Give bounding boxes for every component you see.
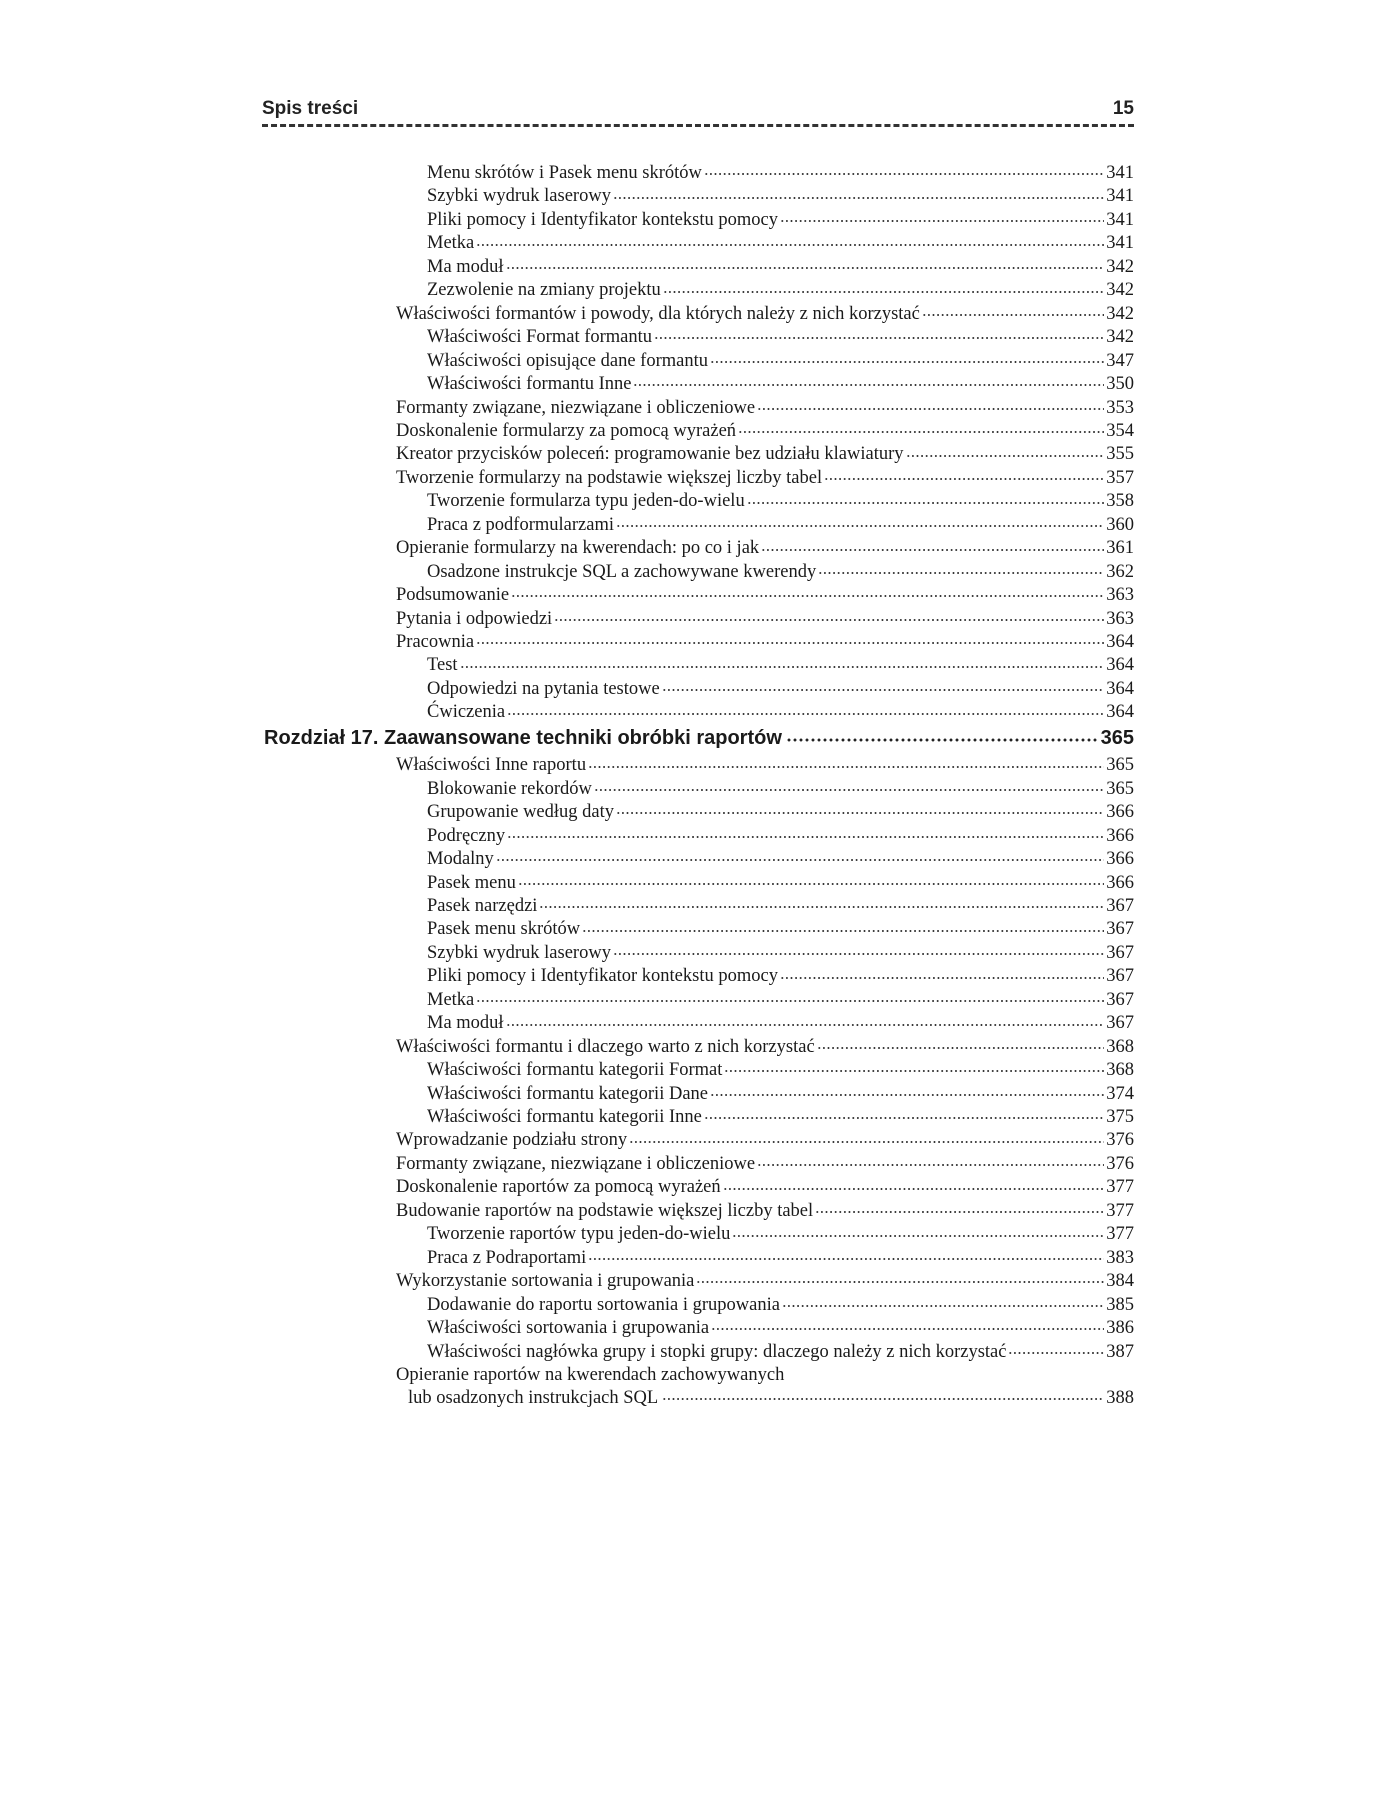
toc-entry-title: Właściwości nagłówka grupy i stopki grupy: dlaczego należy z nich korzystać — [427, 1341, 1007, 1362]
toc-entry-page: 353 — [1106, 397, 1134, 418]
toc-entry-title: Kreator przycisków poleceń: programowanie bez udziału klawiatury — [396, 444, 904, 465]
dot-leader — [633, 373, 1104, 389]
toc-entry — [427, 654, 1134, 677]
dot-leader — [496, 848, 1104, 864]
dot-leader — [710, 1083, 1104, 1099]
dot-leader — [476, 989, 1104, 1005]
toc-entry — [396, 631, 1134, 654]
toc-entry-page: 341 — [1106, 209, 1134, 230]
toc-entry-title: Podsumowanie — [396, 585, 510, 606]
toc-entry — [427, 279, 1134, 302]
dot-leader — [704, 1106, 1104, 1122]
dot-leader — [786, 726, 1097, 744]
toc-entry — [427, 1223, 1134, 1246]
toc-entry-title: Pasek menu skrótów — [427, 919, 581, 940]
toc-entry — [427, 1247, 1134, 1270]
toc-entry-title: Zezwolenie na zmiany projektu — [427, 280, 661, 301]
toc-entry — [396, 303, 1134, 326]
toc-entry — [427, 895, 1134, 918]
toc-entry — [396, 467, 1134, 490]
toc-entry — [427, 1083, 1134, 1106]
toc-entry-page: 363 — [1106, 585, 1134, 606]
dot-leader — [460, 654, 1105, 670]
dot-leader — [539, 895, 1104, 911]
dot-leader — [1008, 1341, 1104, 1357]
toc-entry-title: Tworzenie raportów typu jeden-do-wielu — [427, 1224, 731, 1245]
dot-leader — [511, 584, 1104, 600]
toc-entry-title: Właściwości sortowania i grupowania — [427, 1318, 710, 1339]
dot-leader — [616, 514, 1104, 530]
toc-entry — [427, 1341, 1134, 1364]
toc-entry-title: Właściwości Inne raportu — [396, 755, 587, 776]
chapter-page: 365 — [1100, 726, 1134, 749]
dot-leader — [747, 490, 1105, 506]
dot-leader — [824, 467, 1104, 483]
toc-entry-page: 350 — [1106, 374, 1134, 395]
toc-entry-page: 360 — [1106, 514, 1134, 535]
toc-entry-page: 364 — [1106, 655, 1134, 676]
dot-leader — [554, 608, 1104, 624]
toc-entry — [396, 420, 1134, 443]
toc-entry-title: Pytania i odpowiedzi — [396, 608, 553, 629]
toc-entry-title: Wykorzystanie sortowania i grupowania — [396, 1271, 695, 1292]
toc-entry — [427, 373, 1134, 396]
toc-entry-title: Grupowanie według daty — [427, 802, 615, 823]
dot-leader — [696, 1270, 1104, 1286]
toc-entry — [427, 989, 1134, 1012]
toc-entry — [427, 1012, 1134, 1035]
toc-entry-continuation — [396, 1387, 1134, 1410]
toc-entry-page: 355 — [1106, 444, 1134, 465]
toc-entry-page: 376 — [1106, 1130, 1134, 1151]
toc-entry-title: Pliki pomocy i Identyfikator kontekstu pomocy — [427, 209, 778, 230]
toc-entry-page: 375 — [1106, 1107, 1134, 1127]
toc-entry-page: 341 — [1106, 233, 1134, 254]
dot-leader — [507, 701, 1104, 717]
dot-leader — [476, 232, 1104, 248]
toc-entry — [427, 678, 1134, 701]
toc-entry — [427, 490, 1134, 513]
toc-entry-page: 367 — [1106, 1013, 1134, 1034]
dot-leader — [724, 1059, 1104, 1075]
toc-entry-page: 377 — [1106, 1200, 1134, 1221]
toc-entry-title: Formanty związane, niezwiązane i obliczeniowe — [396, 1153, 756, 1174]
toc-entry-page: 377 — [1106, 1177, 1134, 1198]
dot-leader — [711, 1317, 1104, 1333]
toc-entry-title: Tworzenie formularzy na podstawie większej liczby tabel — [396, 467, 823, 488]
toc-entry — [427, 561, 1134, 584]
dot-leader — [757, 1153, 1104, 1169]
toc-entry-page: 364 — [1106, 678, 1134, 699]
toc-entry-page: 367 — [1106, 966, 1134, 987]
toc-entry — [427, 942, 1134, 965]
toc-entry-title: Szybki wydruk laserowy — [427, 186, 611, 207]
toc-entry-title: Właściwości formantu kategorii Dane — [427, 1083, 708, 1104]
toc-entry-page: 363 — [1106, 608, 1134, 629]
dot-leader — [629, 1129, 1104, 1145]
toc-entry-title: Modalny — [427, 849, 494, 870]
page-number: 15 — [1112, 98, 1134, 119]
toc-entry-title: Metka — [427, 989, 475, 1010]
toc-entry — [427, 918, 1134, 941]
dot-leader — [588, 754, 1104, 770]
dot-leader — [723, 1176, 1105, 1192]
page-header — [262, 96, 1134, 120]
toc-entry-page: 366 — [1106, 825, 1134, 846]
toc-entry-page: 347 — [1106, 350, 1134, 371]
toc-entry-page: 357 — [1106, 467, 1134, 488]
toc-entry-page: 341 — [1106, 186, 1134, 207]
toc-entry — [427, 965, 1134, 988]
toc-entry-page: 361 — [1106, 538, 1134, 559]
dot-leader — [613, 185, 1104, 201]
dot-leader — [588, 1247, 1104, 1263]
toc-entry-page: 383 — [1106, 1247, 1134, 1268]
dot-leader — [507, 825, 1104, 841]
toc-entry-title: Praca z podformularzami — [427, 514, 614, 535]
toc-entry-title: Opieranie formularzy na kwerendach: po co i jak — [396, 538, 760, 559]
toc-entry — [427, 848, 1134, 871]
toc-entry — [396, 1270, 1134, 1293]
toc-entry-title: Pasek narzędzi — [427, 895, 538, 916]
toc-entry-page: 368 — [1106, 1036, 1134, 1057]
toc-entry-title: Właściwości Format formantu — [427, 327, 653, 348]
toc-entry-page: 342 — [1106, 256, 1134, 277]
toc-entry-page: 342 — [1106, 303, 1134, 324]
toc-entry-title: Test — [427, 655, 458, 676]
toc-entry-page: 367 — [1106, 919, 1134, 940]
toc-entry — [427, 1106, 1134, 1129]
chapter-heading — [264, 726, 1134, 752]
toc-entry-page: 367 — [1106, 895, 1134, 916]
toc-entry-page: 364 — [1106, 632, 1134, 652]
dot-leader — [582, 918, 1104, 934]
dot-leader — [662, 678, 1105, 694]
toc-entry-page: 376 — [1106, 1153, 1134, 1174]
toc-entry-title: Osadzone instrukcje SQL a zachowywane kwerendy — [427, 561, 817, 582]
toc-entry-title: Pasek menu — [427, 872, 516, 893]
toc-entry — [396, 397, 1134, 420]
dot-leader — [662, 1387, 1102, 1403]
toc-entry-title: Właściwości formantów i powody, dla których należy z nich korzystać — [396, 303, 920, 324]
chapter-title: Rozdział 17. Zaawansowane techniki obróbki raportów — [264, 726, 782, 749]
toc-entry-page: 387 — [1106, 1341, 1134, 1362]
toc-entry-title: Właściwości formantu Inne — [427, 374, 632, 395]
toc-entry-page: 374 — [1106, 1083, 1134, 1104]
dot-leader — [613, 942, 1104, 958]
toc-entry-page: 362 — [1106, 561, 1134, 582]
toc-entry-title: Pracownia — [396, 632, 475, 652]
toc-entry-title: Dodawanie do raportu sortowania i grupowania — [427, 1294, 780, 1315]
dot-leader — [616, 801, 1104, 817]
toc-entry-title: Ma moduł — [427, 256, 504, 277]
dot-leader — [922, 303, 1104, 319]
dot-leader — [780, 209, 1104, 225]
toc-entry-title: Ma moduł — [427, 1013, 504, 1034]
dot-leader — [818, 561, 1104, 577]
dot-leader — [815, 1200, 1104, 1216]
dot-leader — [732, 1223, 1104, 1239]
toc-entry — [427, 778, 1134, 801]
toc-entry — [427, 162, 1134, 185]
toc-entry-page: 388 — [1106, 1387, 1134, 1408]
toc-entry-title: Opieranie raportów na kwerendach zachowywanych — [396, 1364, 785, 1385]
dot-leader — [506, 256, 1105, 272]
toc-entry-page: 366 — [1106, 849, 1134, 870]
running-title: Spis treści — [262, 98, 359, 119]
toc-entry-title: Metka — [427, 233, 475, 254]
toc-entry-page: 366 — [1106, 802, 1134, 823]
toc-entry-page: 365 — [1106, 755, 1134, 776]
toc-entry-title: Budowanie raportów na podstawie większej liczby tabel — [396, 1200, 814, 1221]
toc-entry — [396, 1200, 1134, 1223]
toc-entry-title: Właściwości formantu kategorii Inne — [427, 1107, 702, 1127]
toc-entry-title: Doskonalenie formularzy za pomocą wyrażeń — [396, 420, 737, 441]
toc-entry-page: 341 — [1106, 163, 1134, 183]
toc-entry-title: Menu skrótów i Pasek menu skrótów — [427, 163, 702, 183]
toc-entry — [396, 608, 1134, 631]
toc-entry — [427, 185, 1134, 208]
toc-entry — [427, 701, 1134, 724]
toc-entry — [427, 232, 1134, 255]
toc-entry-title: Właściwości opisujące dane formantu — [427, 350, 708, 371]
toc-entry — [427, 350, 1134, 373]
dot-leader — [476, 631, 1104, 647]
toc-entry-page: 342 — [1106, 280, 1134, 301]
toc-entry — [396, 443, 1134, 466]
dot-leader — [594, 778, 1104, 794]
toc-entry-title-continued: lub osadzonych instrukcjach SQL — [408, 1387, 659, 1408]
toc-entry — [396, 584, 1134, 607]
dot-leader — [506, 1012, 1105, 1028]
toc-entry — [396, 1153, 1134, 1176]
dot-leader — [761, 537, 1104, 553]
toc-entry — [396, 537, 1134, 560]
toc-entry-page: 367 — [1106, 989, 1134, 1010]
toc-entry-title: Szybki wydruk laserowy — [427, 942, 611, 963]
dot-leader — [710, 350, 1104, 366]
toc-entry-title: Blokowanie rekordów — [427, 778, 592, 799]
toc-entry — [427, 1317, 1134, 1340]
toc-entry-title: Pliki pomocy i Identyfikator kontekstu pomocy — [427, 966, 778, 987]
toc-entry — [427, 256, 1134, 279]
toc-entry-page: 384 — [1106, 1271, 1134, 1292]
toc-entry-title: Wprowadzanie podziału strony — [396, 1130, 628, 1151]
toc-entry — [427, 1059, 1134, 1082]
toc-entry-page: 366 — [1106, 872, 1134, 893]
toc-entry — [427, 514, 1134, 537]
dot-leader — [663, 279, 1105, 295]
toc-entry — [396, 1364, 1134, 1410]
toc-entry-title: Doskonalenie raportów za pomocą wyrażeń — [396, 1177, 721, 1198]
toc-entry-page: 368 — [1106, 1060, 1134, 1081]
dot-leader — [817, 1036, 1105, 1052]
toc-entry-title: Praca z Podraportami — [427, 1247, 587, 1268]
dot-leader — [518, 872, 1104, 888]
toc-entry-page: 367 — [1106, 942, 1134, 963]
toc-entry-page: 386 — [1106, 1318, 1134, 1339]
toc-entry-title: Ćwiczenia — [427, 702, 506, 723]
dot-leader — [780, 965, 1104, 981]
toc-entry — [396, 1129, 1134, 1152]
toc-entry — [427, 1294, 1134, 1317]
toc-entry — [427, 326, 1134, 349]
toc-entry — [396, 1036, 1134, 1059]
dot-leader — [906, 443, 1105, 459]
toc-entry — [427, 872, 1134, 895]
toc-entry — [396, 1176, 1134, 1199]
toc-entry-page: 358 — [1106, 491, 1134, 512]
toc-entry — [427, 825, 1134, 848]
toc-entry-page: 342 — [1106, 327, 1134, 348]
dot-leader — [757, 397, 1104, 413]
toc-entry-title: Tworzenie formularza typu jeden-do-wielu — [427, 491, 745, 512]
toc-entry — [396, 754, 1134, 777]
toc-entry-title: Właściwości formantu i dlaczego warto z nich korzystać — [396, 1036, 815, 1057]
dot-leader — [738, 420, 1104, 436]
toc-entry — [427, 209, 1134, 232]
toc-entry-title: Formanty związane, niezwiązane i obliczeniowe — [396, 397, 756, 418]
toc-entry-page: 364 — [1106, 702, 1134, 723]
toc-entry-title: Odpowiedzi na pytania testowe — [427, 678, 660, 699]
toc-entry-page: 354 — [1106, 420, 1134, 441]
toc-entry-title: Właściwości formantu kategorii Format — [427, 1060, 723, 1081]
dot-leader — [782, 1294, 1104, 1310]
toc-entry — [427, 801, 1134, 824]
toc-entry-page: 377 — [1106, 1224, 1134, 1245]
dot-leader — [704, 162, 1104, 178]
toc-entry-title: Podręczny — [427, 825, 506, 846]
dot-leader — [654, 326, 1104, 342]
toc-entry-page: 365 — [1106, 778, 1134, 799]
toc-entry-page: 385 — [1106, 1294, 1134, 1315]
header-rule — [262, 124, 1134, 127]
